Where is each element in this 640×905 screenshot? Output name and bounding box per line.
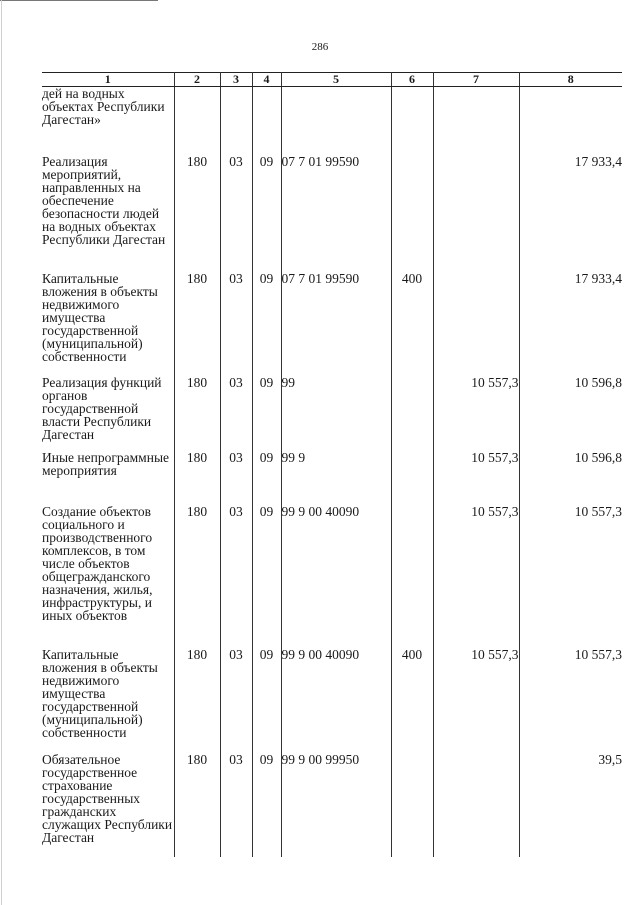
cell-expense-type [391,376,433,451]
table-row [42,505,622,648]
cell-section [220,87,252,156]
cell-amount-7 [433,272,519,376]
column-header-4: 4 [252,73,281,87]
table-row [42,451,622,505]
cell-target-code [281,87,391,156]
cell-target-code: 99 9 00 40090 [281,505,391,648]
column-header-1: 1 [42,73,174,87]
column-header-7: 7 [433,73,519,87]
cell-subsection: 09 [252,753,281,857]
cell-expense-type [391,505,433,648]
cell-ministry: 180 [174,505,220,648]
column-header-2: 2 [174,73,220,87]
cell-amount-8: 10 596,8 [519,376,622,451]
table-row [42,376,622,451]
cell-amount-8: 10 557,3 [519,648,622,753]
cell-amount-7: 10 557,3 [433,376,519,451]
cell-subsection: 09 [252,451,281,505]
cell-amount-8: 10 596,8 [519,451,622,505]
cell-subsection: 09 [252,272,281,376]
cell-ministry [174,87,220,156]
column-header-5: 5 [281,73,391,87]
item-name: Капитальные вложения в объекты недвижимого имущества государственной (муниципальной) собственности [42,648,174,753]
cell-expense-type [391,753,433,857]
cell-amount-8: 17 933,4 [519,272,622,376]
budget-table [42,72,622,857]
table-row [42,87,622,156]
cell-section: 03 [220,505,252,648]
cell-amount-7 [433,87,519,156]
cell-expense-type: 400 [391,648,433,753]
item-name: Создание объектов социального и производственного комплексов, в том числе объектов общегражданского назначения, жилья, инфраструктуры, и иных объектов [42,505,174,648]
cell-subsection [252,87,281,156]
cell-section: 03 [220,451,252,505]
item-name: Реализация функций органов государственной власти Республики Дагестан [42,376,174,451]
cell-ministry: 180 [174,753,220,857]
cell-ministry: 180 [174,451,220,505]
cell-amount-7 [433,753,519,857]
column-header-3: 3 [220,73,252,87]
cell-target-code: 07 7 01 99590 [281,272,391,376]
cell-amount-7 [433,155,519,272]
cell-section: 03 [220,753,252,857]
cell-ministry: 180 [174,648,220,753]
header-row [42,73,622,87]
cell-target-code: 99 9 [281,451,391,505]
cell-section: 03 [220,376,252,451]
cell-target-code: 07 7 01 99590 [281,155,391,272]
cell-expense-type: 400 [391,272,433,376]
cell-section: 03 [220,155,252,272]
cell-amount-8: 39,5 [519,753,622,857]
cell-target-code: 99 9 00 99950 [281,753,391,857]
cell-expense-type [391,155,433,272]
cell-subsection: 09 [252,648,281,753]
scan-left-edge [1,0,2,905]
item-name: Капитальные вложения в объекты недвижимого имущества государственной (муниципальной) собственности [42,272,174,376]
cell-ministry: 180 [174,155,220,272]
cell-ministry: 180 [174,376,220,451]
cell-subsection: 09 [252,505,281,648]
cell-amount-7: 10 557,3 [433,648,519,753]
cell-section: 03 [220,648,252,753]
cell-amount-7: 10 557,3 [433,451,519,505]
item-name: Иные непрограммные мероприятия [42,451,174,505]
cell-subsection: 09 [252,155,281,272]
cell-target-code: 99 [281,376,391,451]
item-name: Обязательное государственное страхование государственных гражданских служащих Республики Дагестан [42,753,174,857]
cell-subsection: 09 [252,376,281,451]
column-header-6: 6 [391,73,433,87]
table-row [42,155,622,272]
cell-ministry: 180 [174,272,220,376]
cell-expense-type [391,87,433,156]
cell-amount-8 [519,87,622,156]
cell-amount-8: 10 557,3 [519,505,622,648]
cell-amount-7: 10 557,3 [433,505,519,648]
item-name: Реализация мероприятий, направленных на обеспечение безопасности людей на водных объектах Республики Дагестан [42,155,174,272]
table-row [42,648,622,753]
table-row [42,753,622,857]
top-edge-rule [0,0,158,1]
cell-expense-type [391,451,433,505]
page-number: 286 [311,41,329,53]
cell-amount-8: 17 933,4 [519,155,622,272]
column-header-8: 8 [519,73,622,87]
cell-section: 03 [220,272,252,376]
table-row [42,272,622,376]
item-name: дей на водных объектах Республики Дагестан» [42,87,174,156]
cell-target-code: 99 9 00 40090 [281,648,391,753]
